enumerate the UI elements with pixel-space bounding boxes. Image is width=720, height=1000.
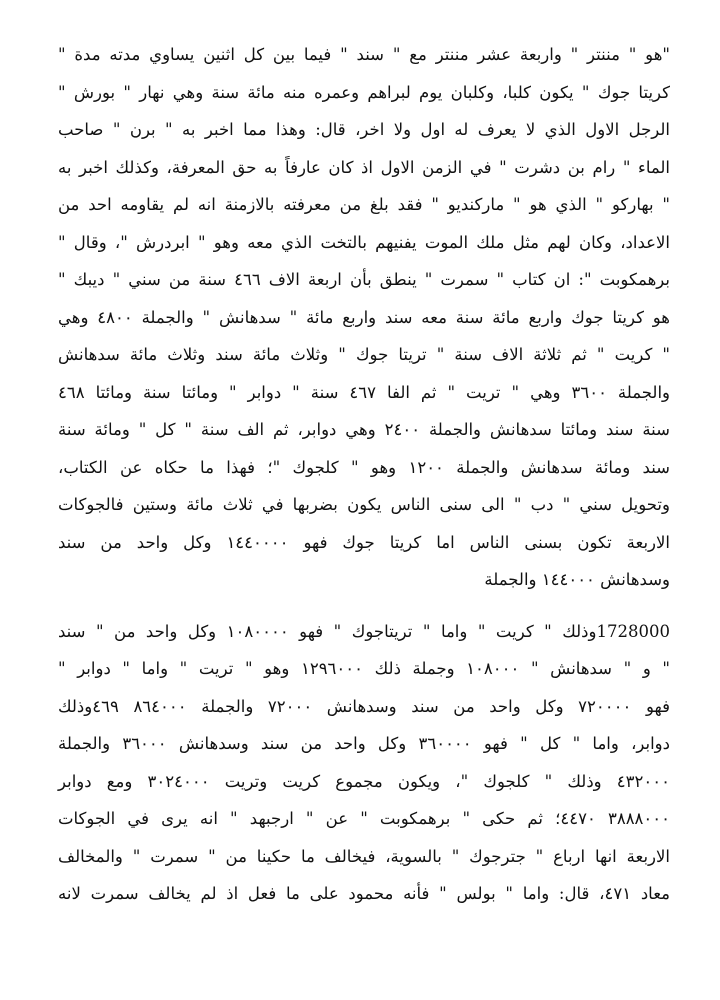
document-page xyxy=(58,36,670,986)
text-line: معاد ٤٧١، قال: واما " بولس " فأنه محمود على ما فعل اذ لم يخالف سمرت لانه xyxy=(58,884,670,903)
text-line: الرجل الاول الذي لا يعرف له اول ولا اخر، قال: وهذا مما اخبر به " برن " صاحب xyxy=(58,120,671,139)
text-line: " كريت " ثم ثلاثة الاف سنة " تريتا جوك " وثلاث مائة سند وثلاث مائة سدهانش xyxy=(58,345,670,364)
text-line: كريتا جوك " يكون كلبا، وكلبان يوم لبراهم وعمره منه مائة سنة وهي نهار " بورش " xyxy=(58,82,670,102)
text-line: دوابر، واما " كل " فهو ٣٦٠٠٠٠ وكل واحد من سند وسدهانش ٣٦٠٠٠ والجملة xyxy=(58,734,670,753)
text-line: سند ومائة سدهانش والجملة ١٢٠٠ وهو " كلجوك "؛ فهذا ما حكاه عن الكتاب، xyxy=(58,457,670,477)
text-line: وتحويل سني " دب " الى سنى الناس يكون بضربها في ثلاث مائة وستين فالجوكات xyxy=(58,495,670,514)
text-line: ٣٨٨٨٠٠٠ ٤٤٧٠؛ ثم حكى " برهمكوبت " عن " ارجبهد " انه يرى في الجوكات xyxy=(58,809,671,828)
text-line: الاربعة تكون بسنى الناس اما كريتا جوك فهو ١٤٤٠٠٠٠ وكل واحد من سند xyxy=(58,532,670,552)
text-line: سنة سند ومائتا سدهانش والجملة ٢٤٠٠ وهي دوابر، ثم الف سنة " كل " ومائة سنة xyxy=(58,420,670,439)
text-line: والجملة ٣٦٠٠ وهي " تريت " ثم الفا ٤٦٧ سنة " دوابر " ومائتا سنة ومائتا ٤٦٨ xyxy=(58,382,670,402)
paragraph-2 xyxy=(58,613,670,913)
text-line: برهمكوبت ": ان كتاب " سمرت " ينطق بأن اربعة الاف ٤٦٦ سنة من سني " ديبك " xyxy=(58,270,670,289)
text-line: هو كريتا جوك واربع مائة سنة معه سند واربع مائة " سدهانش " والجملة ٤٨٠٠ وهي xyxy=(58,307,670,327)
text-line: " و " سدهانش " ١٠٨٠٠٠ وجملة ذلك ١٢٩٦٠٠٠ وهو " تريت " واما " دوابر " xyxy=(58,659,670,678)
text-line: الاعداد، وكان لهم مثل ملك الموت يفنيهم بالتخت الذي معه وهو " ابردرش "، وقال " xyxy=(58,232,670,252)
text-line: فهو ٧٢٠٠٠٠ وكل واحد من سند وسدهانش ٧٢٠٠٠ والجملة ٨٦٤٠٠٠ ٤٦٩وذلك xyxy=(58,696,670,716)
text-line: 1728000وذلك " كريت " واما " تريتاجوك " فهو ١٠٨٠٠٠٠ وكل واحد من " سند xyxy=(58,621,670,641)
text-line: الماء " رام بن دشرت " في الزمن الاول اذ كان عارفاً به حق المعرفة، وكذلك اخبر به xyxy=(58,157,670,177)
text-line: "هو " مننتر " واربعة عشر مننتر مع " سند " فيما بين كل اثنين يساوي مدته مدة " xyxy=(58,45,670,64)
text-line: وسدهانش ١٤٤٠٠٠ والجملة xyxy=(484,570,670,589)
text-line: الاربعة انها ارباع " جترجوك " بالسوية، فيخالف ما حكينا من " سمرت " والمخالف xyxy=(58,846,670,866)
text-line: ٤٣٢٠٠٠ وذلك " كلجوك "، ويكون مجموع كريت وتريت ٣٠٢٤٠٠٠ ومع دوابر xyxy=(58,771,670,791)
paragraph-1 xyxy=(58,36,670,599)
text-line: " بهاركو " الذي هو " ماركنديو " فقد بلغ من معرفته بالازمنة انه لم يقاومه احد من xyxy=(58,195,670,214)
